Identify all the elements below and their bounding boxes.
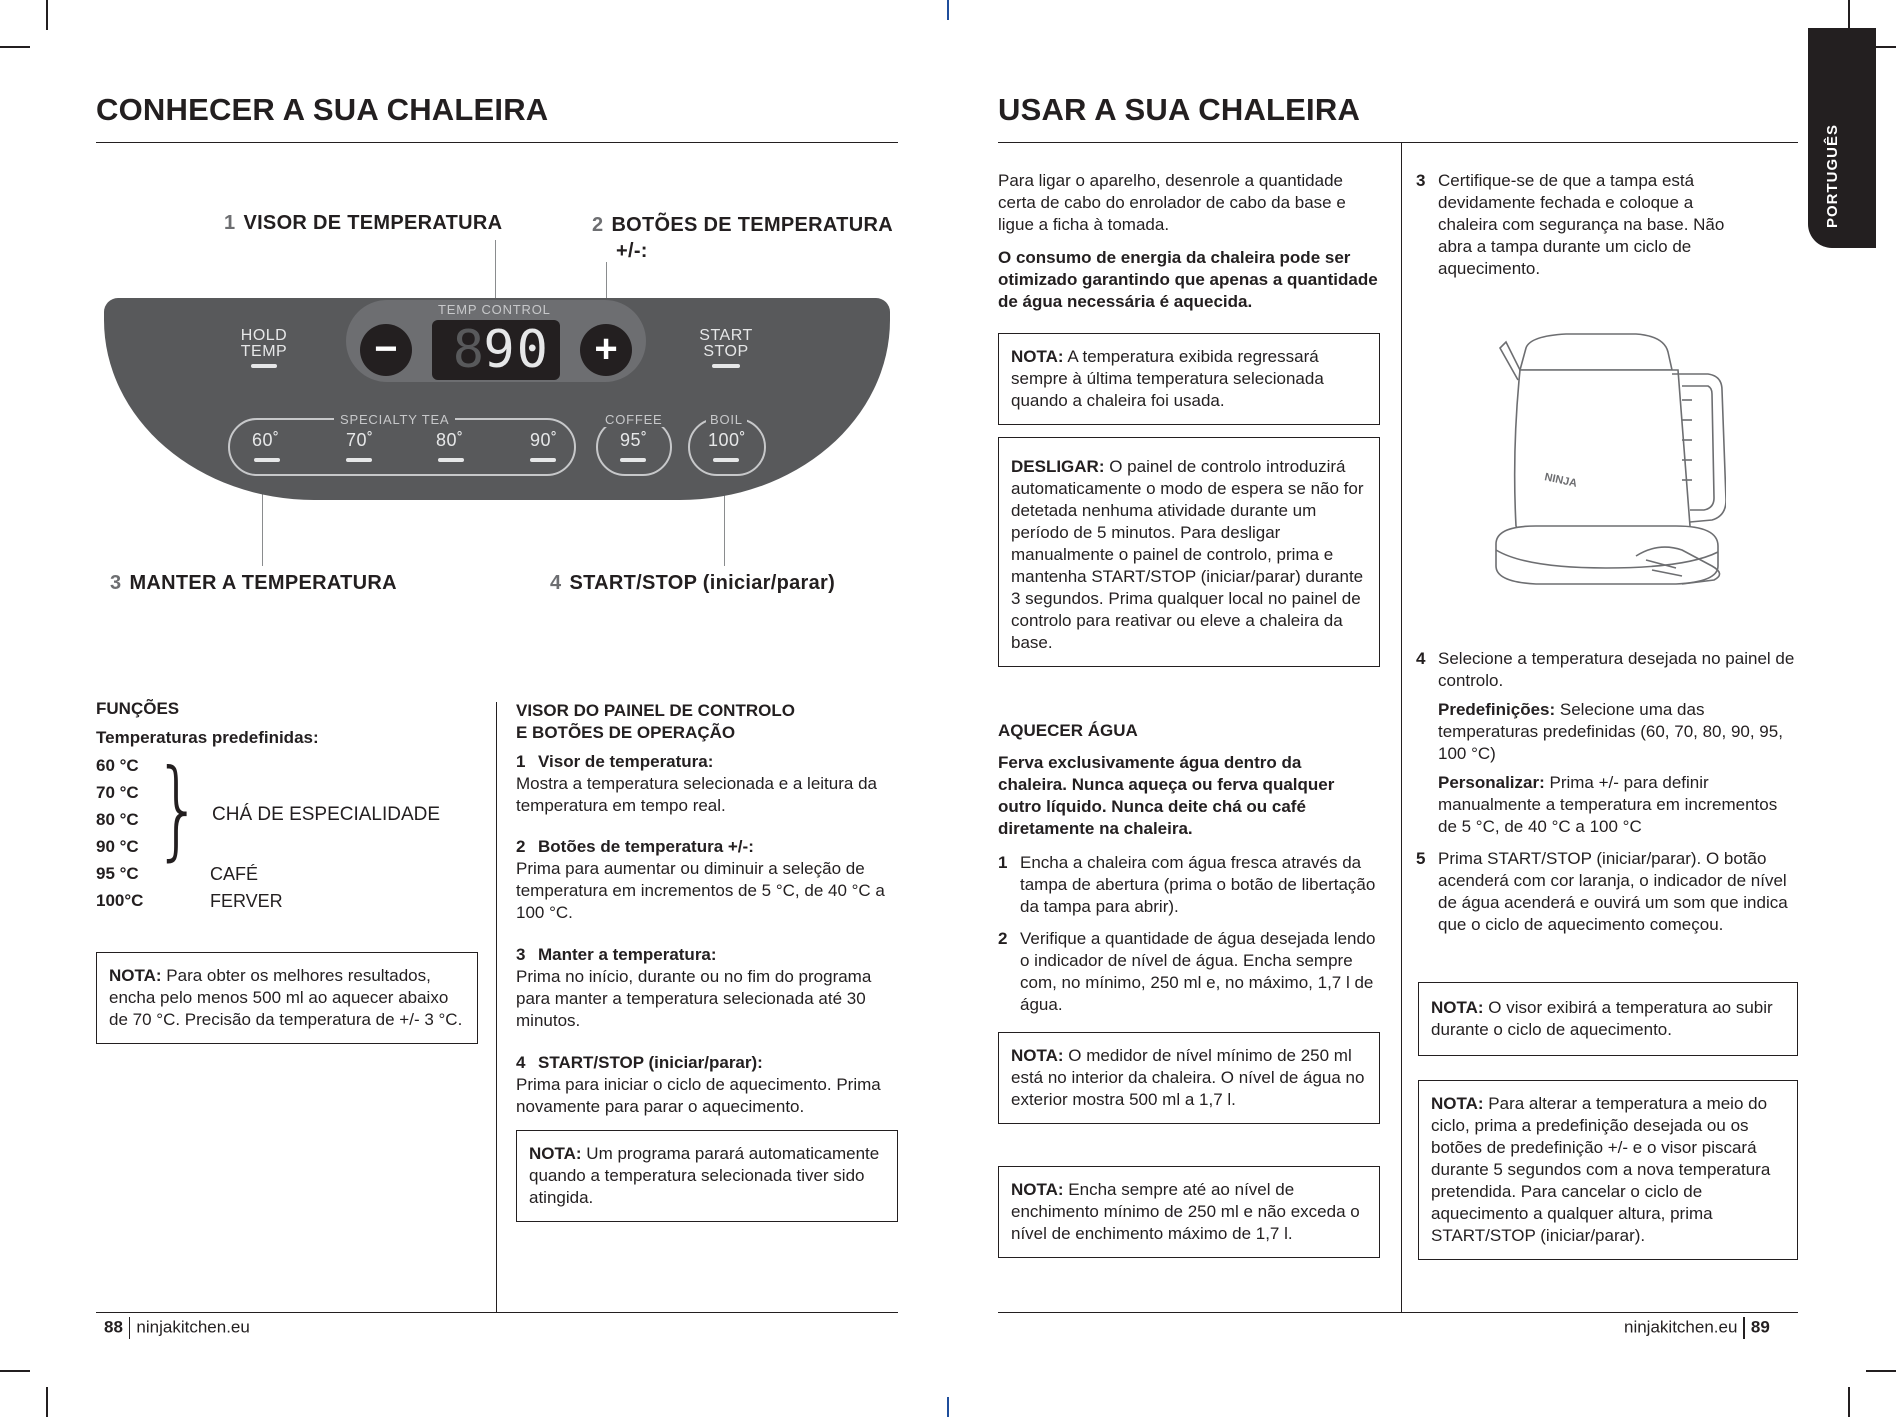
callout-start-stop: 4 START/STOP (iniciar/parar) bbox=[550, 572, 836, 594]
note-box: NOTA: O visor exibirá a temperatura ao subir durante o ciclo de aquecimento. bbox=[1418, 982, 1798, 1056]
boil-preset-label: FERVER bbox=[210, 891, 283, 911]
note-box: NOTA: Para obter os melhores resultados, encha pelo menos 500 ml ao aquecer abaixo de 70 °C. Precisão da temperatura de +/- 3 °C. bbox=[96, 952, 478, 1044]
center-crop-mark bbox=[947, 1397, 949, 1417]
crop-mark bbox=[1866, 1370, 1896, 1372]
crop-mark bbox=[46, 1387, 48, 1417]
note-box: NOTA: Um programa parará automaticamente quando a temperatura selecionada tiver sido atingida. bbox=[516, 1130, 898, 1222]
intro-text: Para ligar o aparelho, desenrole a quantidade certa de cabo do enrolador de cabo da base e ligue a ficha à tomada. bbox=[998, 171, 1346, 234]
svg-text:NINJA: NINJA bbox=[1543, 471, 1579, 490]
callout-temperature-buttons: 2 BOTÕES DE TEMPERATURA +/-: bbox=[592, 214, 893, 262]
footer-left: 88 ninjakitchen.eu bbox=[104, 1317, 250, 1339]
preset-80-button[interactable]: 80˚ bbox=[436, 430, 464, 450]
heat-water-heading: AQUECER ÁGUA bbox=[998, 721, 1138, 740]
boil-label: BOIL bbox=[706, 412, 747, 427]
heat-warning: Ferva exclusivamente água dentro da chaleira. Nunca aqueça ou ferva qualquer outro líquido. Nunca deite chá ou café diretamente na chaleira. bbox=[998, 753, 1335, 838]
title-rule bbox=[998, 142, 1798, 143]
preset-60: 60 °C bbox=[96, 756, 139, 775]
crop-mark bbox=[1848, 0, 1850, 30]
preset-100-button[interactable]: 100˚ bbox=[708, 430, 747, 450]
preset-95-button[interactable]: 95˚ bbox=[620, 430, 648, 450]
step-2: 2 Verifique a quantidade de água desejada lendo o indicador de nível de água. Encha sempre com, no mínimo, 250 ml e, no máximo, 1,7 l de água. bbox=[998, 929, 1376, 1014]
temperature-display: 8 90 bbox=[432, 320, 560, 380]
preset-90-button[interactable]: 90˚ bbox=[530, 430, 558, 450]
coffee-preset-label: CAFÉ bbox=[210, 864, 259, 884]
preset-indicator bbox=[530, 458, 556, 462]
temp-control-label: TEMP CONTROL bbox=[438, 302, 551, 317]
preset-indicator bbox=[620, 458, 646, 462]
preset-indicator bbox=[713, 458, 739, 462]
footer-right: ninjakitchen.eu 89 bbox=[1624, 1317, 1770, 1339]
page-title: USAR A SUA CHALEIRA bbox=[998, 92, 1361, 127]
preset-60-button[interactable]: 60˚ bbox=[252, 430, 280, 450]
note-box: NOTA: O medidor de nível mínimo de 250 ml está no interior da chaleira. O nível de água no exterior mostra 500 ml a 1,7 l. bbox=[998, 1032, 1380, 1124]
minus-button[interactable]: − bbox=[360, 324, 412, 376]
specialty-tea-label: SPECIALTY TEA bbox=[334, 412, 455, 427]
start-stop-indicator bbox=[712, 364, 740, 368]
preset-indicator bbox=[438, 458, 464, 462]
crop-mark bbox=[1848, 1387, 1850, 1417]
tea-label: CHÁ DE ESPECIALIDADE bbox=[212, 804, 441, 825]
footer-rule bbox=[998, 1312, 1798, 1313]
note-box: NOTA: A temperatura exibida regressará sempre à última temperatura selecionada quando a chaleira foi usada. bbox=[998, 333, 1380, 425]
step-1: 1 Encha a chaleira com água fresca através da tampa de abertura (prima o botão de libertação da tampa para abrir). bbox=[998, 853, 1376, 916]
crop-mark bbox=[0, 46, 30, 48]
column-divider bbox=[1401, 142, 1402, 1312]
coffee-label: COFFEE bbox=[605, 412, 663, 427]
preset-70: 70 °C bbox=[96, 783, 139, 802]
visor-item-3: 3 Manter a temperatura: Prima no início, durante ou no fim do programa para manter a temperatura selecionada até 30 minutos. bbox=[516, 945, 872, 1030]
title-rule bbox=[96, 142, 898, 143]
presets-text: Predefinições: Selecione uma das temperaturas predefinidas (60, 70, 80, 90, 95, 100 °C) bbox=[1438, 700, 1783, 763]
callout-temperature-display: 1 VISOR DE TEMPERATURA bbox=[224, 212, 503, 234]
callout-hold-temp: 3 MANTER A TEMPERATURA bbox=[110, 572, 397, 594]
presets-subheading: Temperaturas predefinidas: bbox=[96, 728, 319, 747]
visor-item-2: 2 Botões de temperatura +/-: Prima para aumentar ou diminuir a seleção de temperatura em incrementos de 5 °C, de 40 °C a 100 °C. bbox=[516, 837, 885, 922]
preset-100: 100°C bbox=[96, 891, 144, 910]
hold-temp-label: HOLD TEMP bbox=[240, 327, 288, 360]
column-divider bbox=[496, 702, 497, 1312]
page-title: CONHECER A SUA CHALEIRA bbox=[96, 92, 549, 127]
preset-95: 95 °C bbox=[96, 864, 139, 883]
crop-mark bbox=[0, 1370, 30, 1372]
preset-indicator bbox=[346, 458, 372, 462]
brace-icon: } bbox=[154, 747, 203, 872]
plus-button[interactable]: + bbox=[580, 324, 632, 376]
start-stop-label: START STOP bbox=[699, 327, 753, 360]
custom-text: Personalizar: Prima +/- para definir manualmente a temperatura em incrementos de 5 °C, de 40 °C a 100 °C bbox=[1438, 773, 1778, 836]
preset-indicator bbox=[254, 458, 280, 462]
intro-bold-text: O consumo de energia da chaleira pode ser otimizado garantindo que apenas a quantidade de água necessária é aquecida. bbox=[998, 248, 1378, 311]
step-3: 3 Certifique-se de que a tampa está devidamente fechada e coloque a chaleira com segurança na base. Não abra a tampa durante um ciclo de aquecimento. bbox=[1416, 171, 1725, 278]
visor-item-1: 1 Visor de temperatura: Mostra a temperatura selecionada e a leitura da temperatura em tempo real. bbox=[516, 752, 877, 815]
power-off-box: DESLIGAR: O painel de controlo introduzirá automaticamente o modo de espera se não for detetada nenhuma atividade durante um período de 5 minutos. Para desligar manualmente o painel de controlo, prima e mantenha START/STOP (iniciar/parar) durante 3 segundos. Prima qualquer local no painel de controlo para reativar ou eleve a chaleira da base. bbox=[998, 437, 1380, 667]
step-5: 5 Prima START/STOP (iniciar/parar). O botão acenderá com cor laranja, o indicador de nível de água acenderá e ouvirá um som que indica que o ciclo de aquecimento começou. bbox=[1416, 849, 1788, 934]
visor-item-4: 4 START/STOP (iniciar/parar): Prima para iniciar o ciclo de aquecimento. Prima novamente para parar o aquecimento. bbox=[516, 1053, 881, 1116]
note-box: NOTA: Para alterar a temperatura a meio do ciclo, prima a predefinição desejada ou os botões de predefinição +/- e o visor piscará durante 5 segundos com a nova temperatura pretendida. Para cancelar o ciclo de aquecimento a qualquer altura, prima START/STOP (iniciar/parar). bbox=[1418, 1080, 1798, 1260]
hold-temp-indicator bbox=[251, 364, 277, 368]
kettle-illustration bbox=[1486, 330, 1726, 606]
crop-mark bbox=[46, 0, 48, 30]
footer-rule bbox=[96, 1312, 898, 1313]
preset-90: 90 °C bbox=[96, 837, 139, 856]
language-tab: PORTUGUÊS bbox=[1808, 28, 1876, 248]
step-4: 4 Selecione a temperatura desejada no painel de controlo. bbox=[1416, 649, 1795, 690]
preset-70-button[interactable]: 70˚ bbox=[346, 430, 374, 450]
funcoes-heading: FUNÇÕES bbox=[96, 699, 180, 718]
center-crop-mark bbox=[947, 0, 949, 20]
visor-heading: VISOR DO PAINEL DE CONTROLO E BOTÕES DE OPERAÇÃO bbox=[516, 701, 795, 742]
preset-80: 80 °C bbox=[96, 810, 139, 829]
note-box: NOTA: Encha sempre até ao nível de enchimento mínimo de 250 ml e não exceda o nível de enchimento máximo de 1,7 l. bbox=[998, 1166, 1380, 1258]
